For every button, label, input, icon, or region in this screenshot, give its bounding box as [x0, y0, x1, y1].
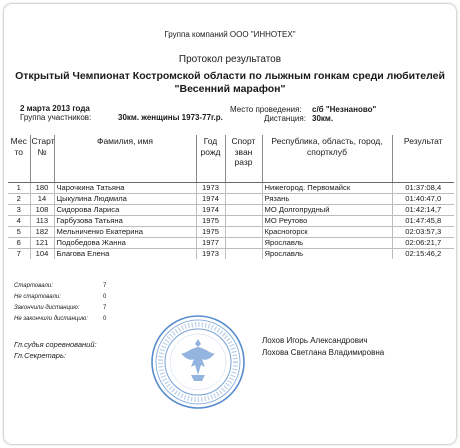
cell-place: 5: [8, 227, 30, 238]
cell-region-club: МО Реутово: [262, 216, 392, 227]
cell-region-club: Красногорск: [262, 227, 392, 238]
cell-sport-rank: [225, 194, 262, 205]
cell-region-club: Ярославль: [262, 249, 392, 260]
cell-start-number: 108: [30, 205, 54, 216]
cell-start-number: 121: [30, 238, 54, 249]
cell-region-club: Нижегород. Первомайск: [262, 183, 392, 194]
cell-start-number: 104: [30, 249, 54, 260]
table-row: [8, 227, 454, 238]
stat-not-started-value: 0: [103, 294, 107, 300]
col-header-result: Результат: [392, 135, 454, 183]
cell-place: 1: [8, 183, 30, 194]
table-row: [8, 194, 454, 205]
cell-result: 02:15:46,2: [392, 249, 454, 260]
distance-label: Дистанция:: [264, 114, 306, 123]
cell-start-number: 113: [30, 216, 54, 227]
cell-name: Благова Елена: [54, 249, 196, 260]
cell-result: 01:37:08,4: [392, 183, 454, 194]
cell-place: 6: [8, 238, 30, 249]
chief-judge-label: Гл.судья соревнований:: [14, 340, 97, 349]
cell-name: Чарочкина Татьяна: [54, 183, 196, 194]
cell-result: 02:03:57,3: [392, 227, 454, 238]
cell-sport-rank: [225, 238, 262, 249]
stat-started-label: Стартовали:: [14, 283, 53, 289]
results-table: [8, 135, 454, 259]
stat-finished-value: 7: [103, 305, 107, 311]
cell-birth-year: 1974: [196, 205, 225, 216]
cell-result: 01:42:14,7: [392, 205, 454, 216]
table-row: [8, 216, 454, 227]
cell-birth-year: 1973: [196, 183, 225, 194]
cell-name: Мельниченко Екатерина: [54, 227, 196, 238]
stat-not-started-label: Не стартовали:: [14, 294, 61, 300]
table-row: [8, 249, 454, 260]
company-name: Группа компаний ООО "ИННОТЕХ": [164, 30, 296, 39]
cell-place: 4: [8, 216, 30, 227]
col-header-name: Фамилия, имя: [54, 135, 196, 183]
col-header-place: Мес то: [8, 135, 30, 183]
venue-label: Место проведения:: [230, 105, 302, 114]
cell-place: 2: [8, 194, 30, 205]
cell-start-number: 182: [30, 227, 54, 238]
cell-name: Подобедова Жанна: [54, 238, 196, 249]
cell-sport-rank: [225, 183, 262, 194]
cell-place: 3: [8, 205, 30, 216]
chief-secretary-label: Гл.Секретарь:: [14, 351, 66, 360]
cell-sport-rank: [225, 227, 262, 238]
cell-birth-year: 1977: [196, 238, 225, 249]
cell-sport-rank: [225, 205, 262, 216]
cell-birth-year: 1973: [196, 249, 225, 260]
col-header-sport-rank: Спорт зван разр: [225, 135, 262, 183]
chief-judge-name: Лохов Игорь Александрович: [262, 336, 368, 345]
col-header-birth-year: Год рожд: [196, 135, 225, 183]
cell-name: Цыкулина Людмила: [54, 194, 196, 205]
cell-sport-rank: [225, 216, 262, 227]
cell-start-number: 180: [30, 183, 54, 194]
table-row: [8, 238, 454, 249]
cell-name: Сидорова Лариса: [54, 205, 196, 216]
cell-sport-rank: [225, 249, 262, 260]
cell-birth-year: 1974: [196, 194, 225, 205]
table-row: [8, 205, 454, 216]
round-seal-icon: [149, 313, 247, 411]
cell-result: 01:47:45,8: [392, 216, 454, 227]
stat-finished-label: Закончили дистанцию:: [14, 305, 80, 311]
cell-region-club: МО Долгопрудный: [262, 205, 392, 216]
col-header-region-club: Республика, область, город, спортклуб: [262, 135, 392, 183]
cell-name: Гарбузова Татьяна: [54, 216, 196, 227]
cell-start-number: 14: [30, 194, 54, 205]
chief-secretary-name: Лохова Светлана Владимировна: [262, 348, 385, 357]
distance-value: 30км.: [312, 114, 334, 123]
cell-place: 7: [8, 249, 30, 260]
col-header-start-number: Старт №: [30, 135, 54, 183]
table-header-row: [8, 135, 454, 183]
cell-result: 01:40:47,0: [392, 194, 454, 205]
cell-birth-year: 1975: [196, 227, 225, 238]
protocol-title: Протокол результатов: [178, 54, 282, 65]
stat-not-finished-label: Не закончили дистанцию:: [14, 316, 88, 322]
group-value: 30км. женщины 1973-77г.р.: [118, 113, 223, 122]
event-title: Открытый Чемпионат Костромской области по лыжным гонкам среди любителей "Весенний марафон": [15, 70, 445, 95]
cell-birth-year: 1975: [196, 216, 225, 227]
stat-started-value: 7: [103, 283, 107, 289]
stat-not-finished-value: 0: [103, 316, 107, 322]
cell-region-club: Ярославль: [262, 238, 392, 249]
venue-value: с/б "Незнаново": [312, 105, 377, 114]
group-label: Группа участников:: [20, 113, 92, 122]
cell-region-club: Рязань: [262, 194, 392, 205]
event-date: 2 марта 2013 года: [20, 104, 90, 113]
table-row: [8, 183, 454, 194]
cell-result: 02:06:21,7: [392, 238, 454, 249]
